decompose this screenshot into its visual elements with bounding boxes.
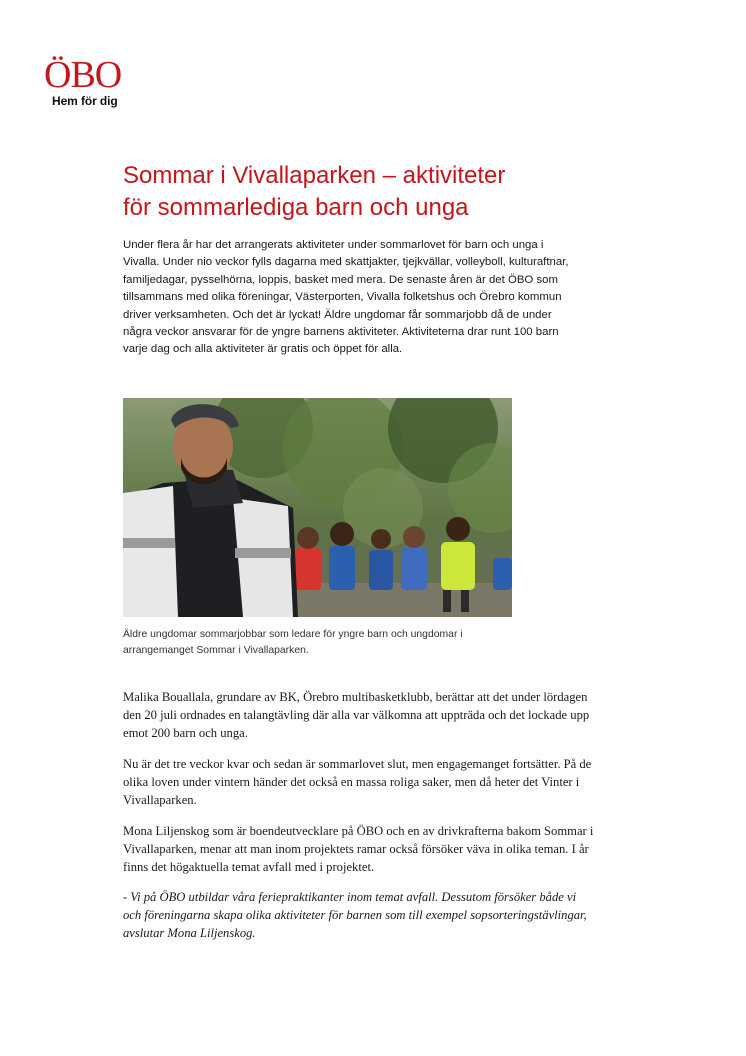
intro-line: Under flera år har det arrangerats aktiviteter under sommarlovet för barn och unga i — [123, 239, 544, 251]
article-title — [123, 160, 643, 224]
intro-line: tillsammans med olika föreningar, Västerporten, Vivalla folketshus och Örebro kommun — [123, 291, 562, 304]
body-line: avslutar Mona Liljenskog. — [123, 926, 256, 941]
body-line: Malika Bouallala, grundare av BK, Örebro multibasketklubb, berättar att det under lördagen — [123, 690, 588, 704]
body-quote-paragraph — [123, 888, 643, 943]
obo-wordmark-text: ÖBO — [44, 54, 122, 92]
body-paragraph-1 — [123, 688, 643, 743]
caption-line: Äldre ungdomar sommarjobbar som ledare för yngre barn och ungdomar i — [123, 629, 463, 640]
body-line: den 20 juli ordnades en talangtävling där alla var välkomna att uppträda och det lockade upp — [123, 708, 590, 723]
article-photo — [123, 398, 512, 617]
article-intro — [123, 237, 643, 359]
intro-line: driver verksamheten. Och det är lyckat! Äldre ungdomar får sommarjobb då de under — [123, 308, 552, 321]
photo-caption — [123, 627, 643, 659]
title-line: för sommarlediga barn och unga — [123, 194, 469, 221]
body-paragraph-3 — [123, 822, 643, 877]
intro-line: Vivalla. Under nio veckor fylls dagarna med skattjakter, tjejkvällar, volleyboll, kulturaftnar, — [123, 256, 569, 269]
body-line: - Vi på ÖBO utbildar våra feriepraktikanter inom temat avfall. Dessutom försöker både vi — [123, 890, 577, 904]
body-line: Vivallaparken. — [123, 793, 197, 808]
intro-line: varje dag och alla aktiviteter är gratis och öppet för alla. — [123, 343, 403, 356]
caption-line: arrangemanget Sommar i Vivallaparken. — [123, 645, 309, 656]
intro-line: några veckor ansvarar för de yngre barnens aktiviteter. Aktiviteterna drar runt 100 barn — [123, 326, 559, 339]
body-line: Nu är det tre veckor kvar och sedan är sommarlovet slut, men engagemanget fortsätter. På de — [123, 757, 592, 771]
obo-wordmark — [44, 52, 128, 92]
obo-logo — [44, 52, 128, 108]
intro-line: familjedagar, pysselhörna, loppis, basket med mera. De senaste åren är det ÖBO som — [123, 273, 558, 286]
body-line: emot 200 barn och unga. — [123, 726, 248, 741]
body-line: och föreningarna skapa olika aktiviteter för barnen som till exempel sopsorteringstävlingar, — [123, 908, 587, 923]
body-line: Vivallaparken, menar att man inom projektets ramar också försöker väva in olika teman. I år — [123, 842, 589, 857]
body-line: olika loven under vintern händer det också en massa roliga saker, men då heter det Vinter i — [123, 775, 580, 790]
body-line: finns det högaktuella temat avfall med i projektet. — [123, 860, 375, 875]
title-line: Sommar i Vivallaparken – aktiviteter — [123, 162, 506, 189]
body-line: Mona Liljenskog som är boendeutvecklare på ÖBO och en av drivkrafterna bakom Sommar i — [123, 824, 594, 838]
logo-tagline: Hem för dig — [52, 94, 118, 108]
body-paragraph-2 — [123, 755, 643, 810]
